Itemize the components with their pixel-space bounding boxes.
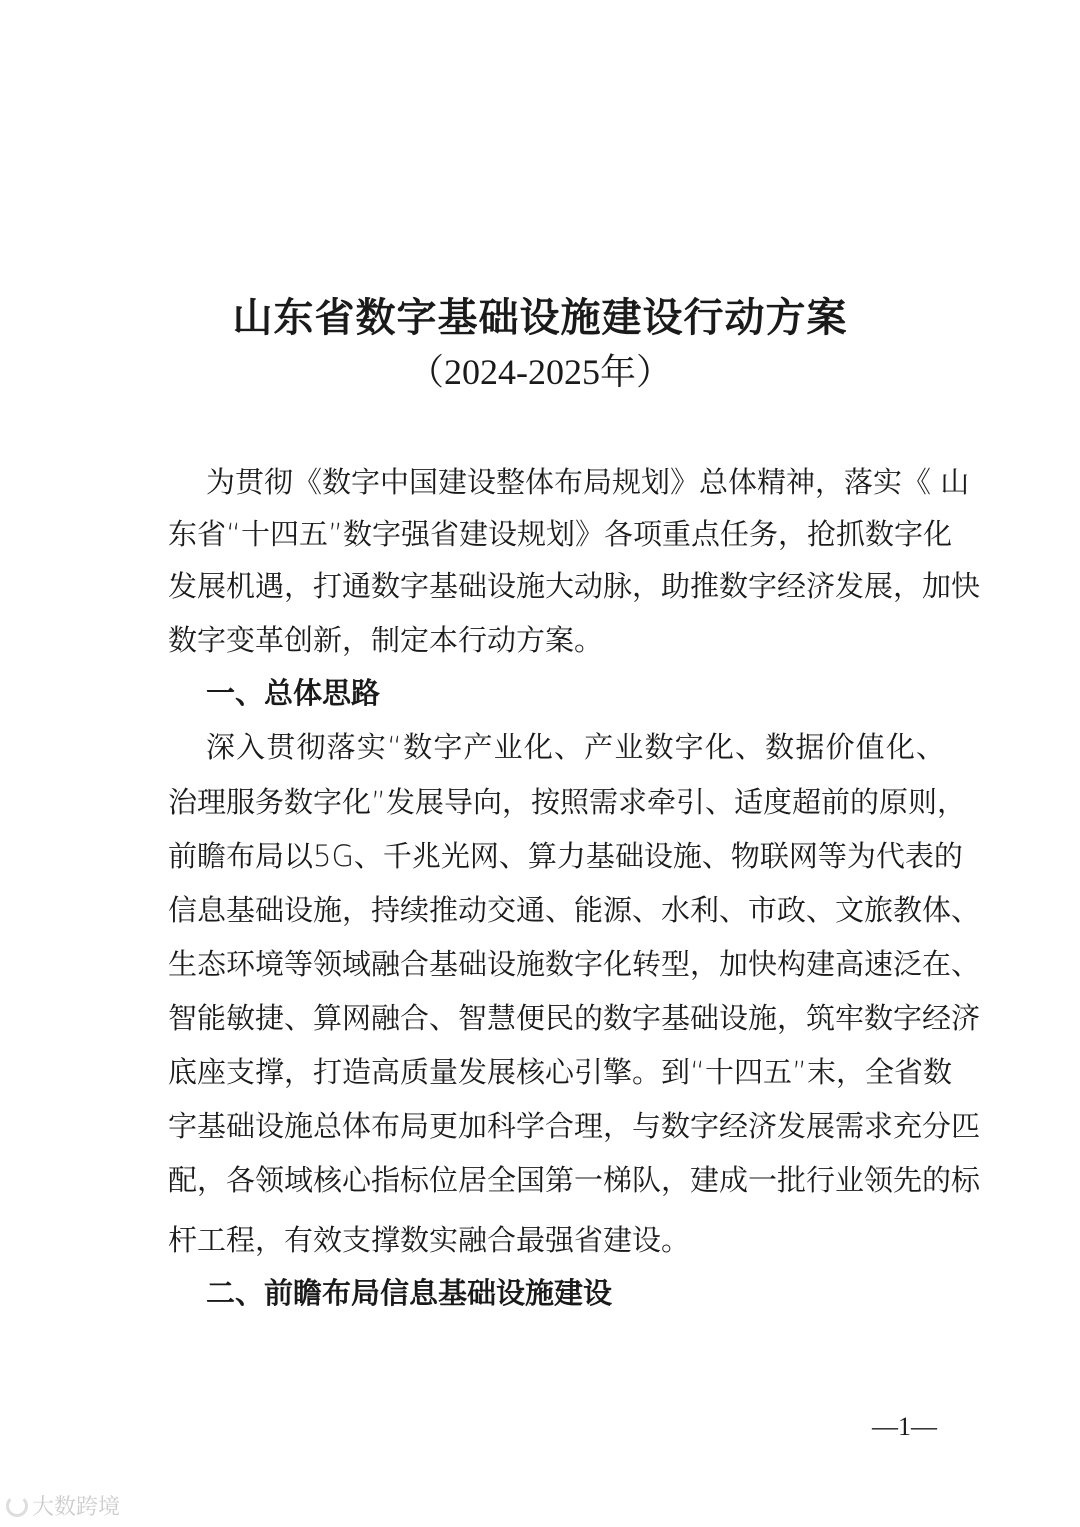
section1-line: 智能敏捷、算网融合、智慧便民的数字基础设施，筑牢数字经济 <box>168 1001 981 1035</box>
section1-line: 杆工程，有效支撑数实融合最强省建设。 <box>168 1223 691 1257</box>
section1-line: 治理服务数字化”发展导向，按照需求牵引、适度超前的原则， <box>168 785 967 819</box>
watermark <box>6 1490 120 1521</box>
section-heading-1: 一、总体思路 <box>206 676 381 710</box>
section1-line: 生态环境等领域融合基础设施数字化转型，加快构建高速泛在、 <box>168 947 981 981</box>
section1-line: 配，各领域核心指标位居全国第一梯队，建成一批行业领先的标 <box>168 1163 981 1197</box>
intro-line: 东省“十四五”数字强省建设规划》各项重点任务，抢抓数字化 <box>168 517 953 551</box>
document-subtitle: （2024-2025年） <box>408 352 672 392</box>
section1-line: 信息基础设施，持续推动交通、能源、水利、市政、文旅教体、 <box>168 893 981 927</box>
watermark-text: 大数跨境 <box>32 1495 121 1520</box>
section1-line: 字基础设施总体布局更加科学合理，与数字经济发展需求充分匹 <box>168 1109 981 1143</box>
document-title: 山东省数字基础设施建设行动方案 <box>232 294 848 341</box>
page-number: —1— <box>872 1412 937 1441</box>
watermark-logo-icon <box>6 1495 28 1517</box>
section-heading-2: 二、前瞻布局信息基础设施建设 <box>206 1276 613 1310</box>
intro-line: 数字变革创新，制定本行动方案。 <box>168 623 604 657</box>
section1-line: 前瞻布局以5G、千兆光网、算力基础设施、物联网等为代表的 <box>168 839 963 873</box>
intro-line: 为贯彻《数字中国建设整体布局规划》总体精神，落实《 山 <box>206 465 970 499</box>
section1-line: 底座支撑，打造高质量发展核心引擎。到“十四五”末，全省数 <box>168 1055 953 1089</box>
section1-line: 深入贯彻落实“数字产业化、产业数字化、数据价值化、 <box>206 730 945 764</box>
intro-line: 发展机遇，打通数字基础设施大动脉，助推数字经济发展，加快 <box>168 569 981 603</box>
